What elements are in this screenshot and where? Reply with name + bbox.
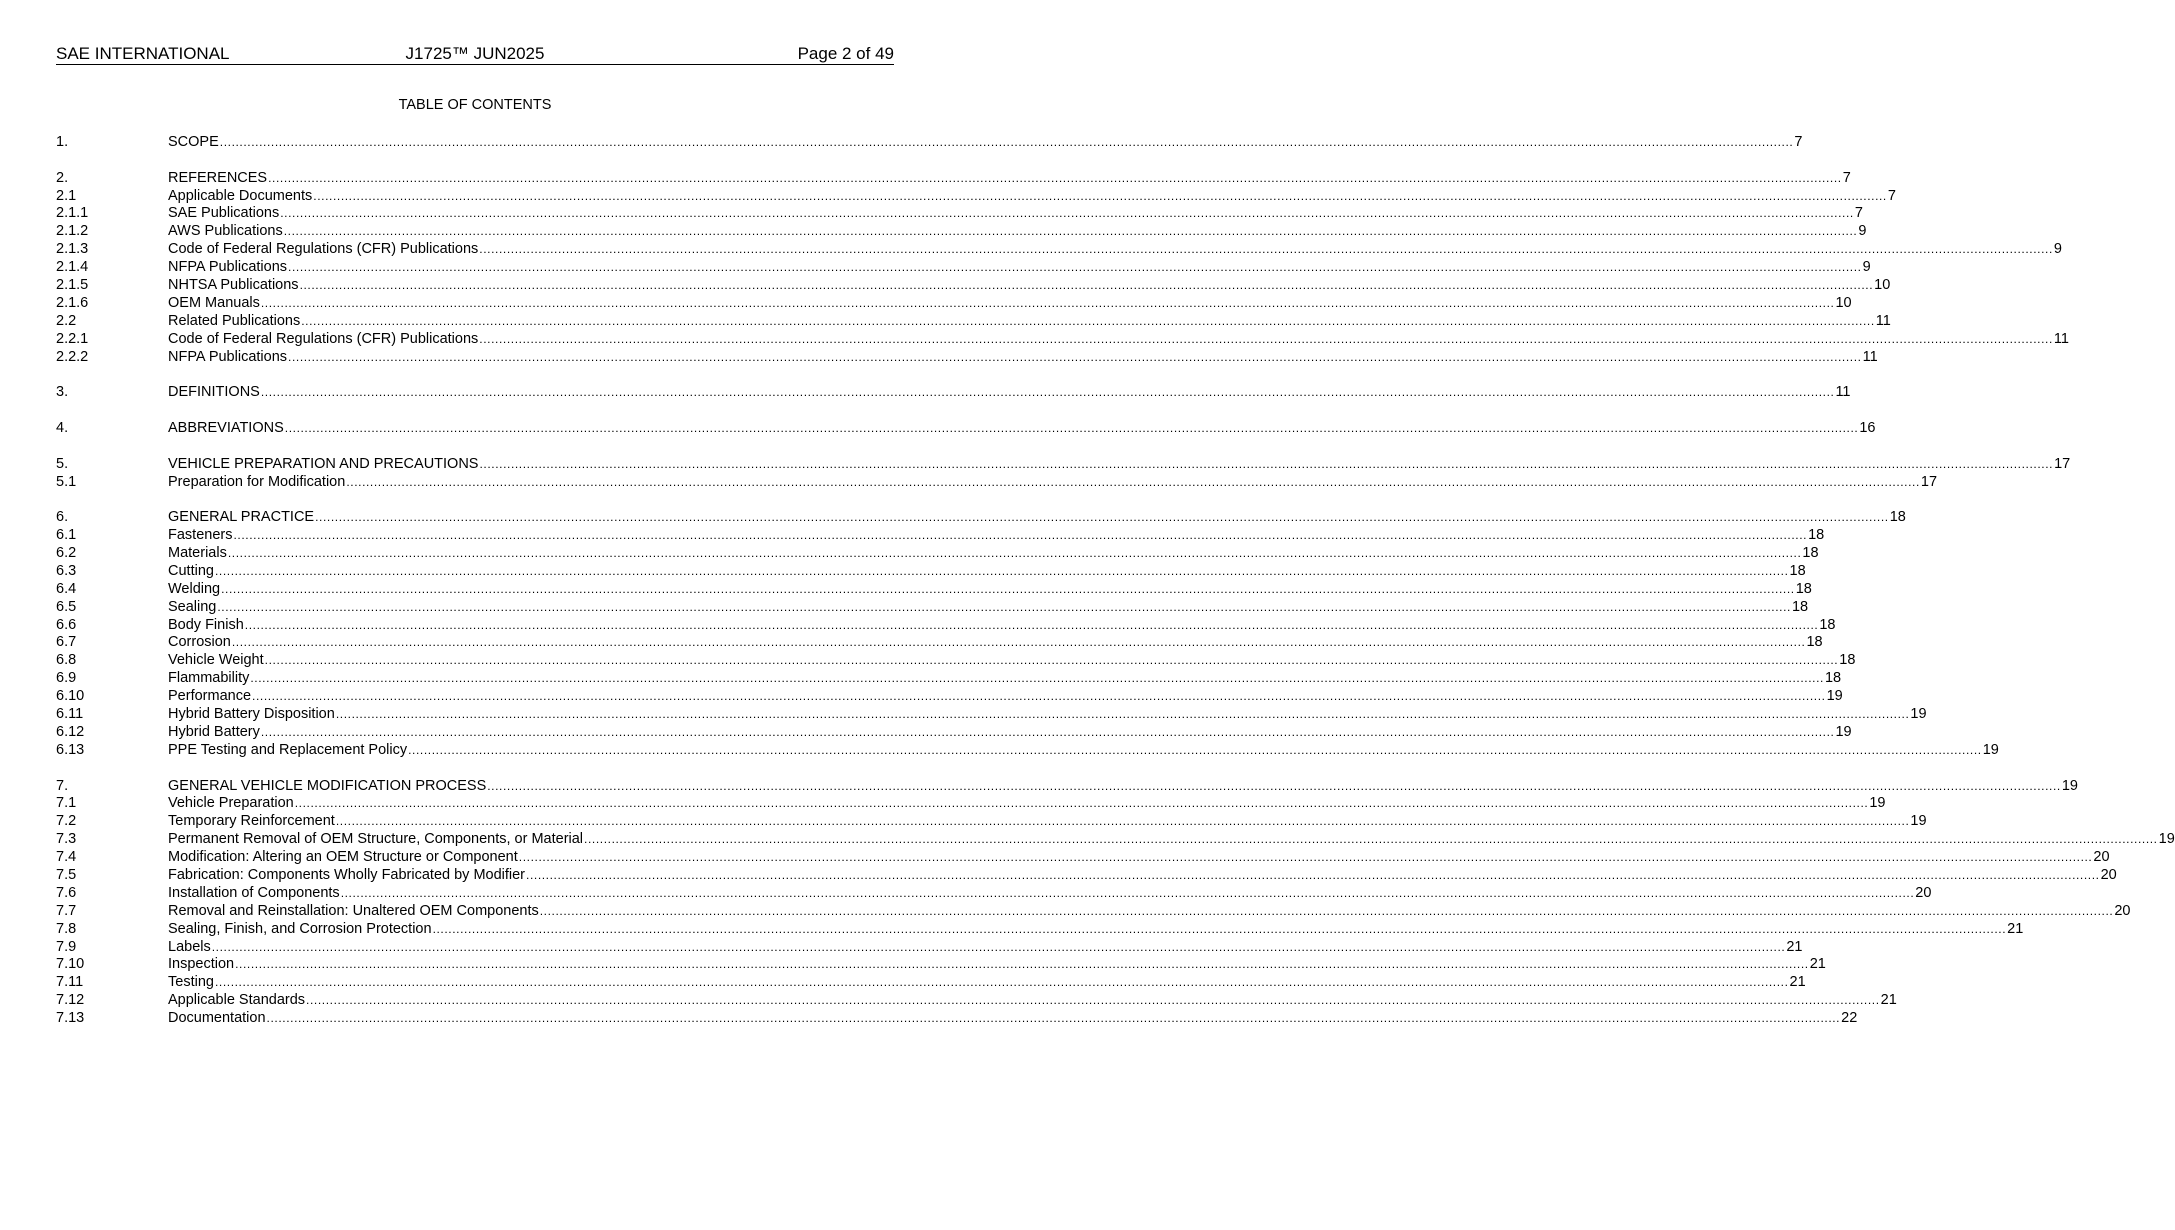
toc-dot-leader: ................................................................................................................................................................................................................................................................................................................................................................................................................ — [315, 510, 1889, 525]
toc-dot-leader: ................................................................................................................................................................................................................................................................................................................................................................................................................ — [280, 206, 1854, 221]
toc-entry-line — [168, 580, 1812, 599]
toc-entry-line — [168, 312, 1891, 331]
toc-entry-title: Temporary Reinforcement — [168, 813, 335, 830]
toc-entry-page: 18 — [1795, 580, 1812, 597]
toc-entry-title: Flammability — [168, 670, 250, 687]
toc-dot-leader: ................................................................................................................................................................................................................................................................................................................................................................................................................ — [526, 867, 2100, 882]
toc-entry-title: Installation of Components — [168, 884, 340, 901]
toc-entry-number: 7.1 — [56, 795, 77, 812]
toc-entry-number: 6.2 — [56, 545, 77, 562]
toc-dot-leader: ................................................................................................................................................................................................................................................................................................................................................................................................................ — [214, 563, 1789, 578]
toc-entry-title: Permanent Removal of OEM Structure, Components, or Material — [168, 831, 584, 848]
toc-entry-line — [168, 419, 1876, 438]
toc-entry-line — [168, 706, 1927, 724]
toc-entry[interactable] — [56, 259, 1871, 277]
toc-section — [56, 419, 1876, 438]
toc-entry-line — [168, 294, 1852, 313]
toc-entry[interactable] — [56, 527, 1825, 545]
toc-entry-line — [168, 831, 2175, 849]
header-page-number: Page 2 of 49 — [797, 44, 894, 63]
toc-dot-leader: ................................................................................................................................................................................................................................................................................................................................................................................................................ — [214, 975, 1789, 990]
toc-entry-line — [168, 455, 2071, 474]
toc-entry-line — [168, 849, 2110, 867]
toc-entry[interactable] — [56, 670, 1842, 688]
toc-entry-line — [168, 348, 1878, 367]
toc-entry[interactable] — [56, 777, 2078, 796]
toc-entry-title: Documentation — [168, 1010, 266, 1027]
toc-entry-line — [168, 169, 1851, 188]
toc-entry-title: Corrosion — [168, 634, 231, 651]
toc-entry-title: GENERAL PRACTICE — [168, 509, 315, 526]
toc-entry-number: 6. — [56, 509, 69, 526]
toc-entry-page: 22 — [1841, 1010, 1858, 1027]
toc-entry[interactable] — [56, 134, 1803, 152]
toc-entry-number: 2.1.3 — [56, 241, 89, 258]
toc-entry-page: 19 — [1826, 688, 1843, 705]
toc-entry-title: Code of Federal Regulations (CFR) Publications — [168, 241, 479, 258]
toc-entry-number: 2.2 — [56, 312, 77, 329]
toc-entry-title: Related Publications — [168, 312, 301, 329]
toc-entry[interactable] — [56, 706, 1927, 724]
toc-entry[interactable] — [56, 312, 1891, 331]
toc-entry-number: 6.3 — [56, 562, 77, 579]
header-organization: SAE INTERNATIONAL — [56, 44, 230, 63]
toc-entry-number: 7.9 — [56, 938, 77, 955]
toc-entry-page: 20 — [2114, 902, 2131, 919]
toc-entry-line — [168, 902, 2131, 921]
toc-dot-leader: ................................................................................................................................................................................................................................................................................................................................................................................................................ — [479, 242, 2053, 257]
header-document-id: J1725™ JUN2025 — [405, 44, 545, 63]
toc-entry-title: Vehicle Weight — [168, 652, 264, 669]
toc-entry[interactable] — [56, 616, 1836, 635]
toc-entry-number: 2.1.5 — [56, 277, 89, 294]
toc-entry-title: Testing — [168, 974, 214, 991]
toc-dot-leader: ................................................................................................................................................................................................................................................................................................................................................................................................................ — [306, 993, 1880, 1008]
toc-entry-number: 7.4 — [56, 849, 77, 866]
toc-entry-line — [168, 688, 1843, 706]
toc-entry-page: 18 — [1806, 634, 1823, 651]
toc-dot-leader: ................................................................................................................................................................................................................................................................................................................................................................................................................ — [268, 170, 1842, 185]
toc-entry-title: REFERENCES — [168, 169, 268, 186]
toc-entry-number: 6.9 — [56, 670, 77, 687]
toc-dot-leader: ................................................................................................................................................................................................................................................................................................................................................................................................................ — [518, 850, 2093, 865]
toc-entry-number: 2. — [56, 169, 69, 186]
toc-entry-line — [168, 473, 1938, 492]
toc-entry-page: 19 — [1910, 706, 1927, 723]
toc-entry[interactable] — [56, 580, 1812, 599]
toc-entry-number: 5.1 — [56, 473, 77, 490]
toc-entry-title: Preparation for Modification — [168, 473, 346, 490]
toc-entry-title: NHTSA Publications — [168, 277, 299, 294]
toc-entry-page: 11 — [1875, 312, 1891, 329]
toc-entry-number: 7.7 — [56, 902, 77, 919]
toc-entry-page: 21 — [1789, 974, 1806, 991]
toc-dot-leader: ................................................................................................................................................................................................................................................................................................................................................................................................................ — [250, 671, 1824, 686]
toc-entry-line — [168, 616, 1836, 635]
toc-entry-page: 21 — [1786, 938, 1803, 955]
toc-dot-leader: ................................................................................................................................................................................................................................................................................................................................................................................................................ — [233, 528, 1808, 543]
toc-entry-page: 20 — [2093, 849, 2110, 866]
toc-entry[interactable] — [56, 473, 1938, 492]
toc-entry-title: Fasteners — [168, 527, 233, 544]
toc-entry-page: 18 — [1789, 562, 1806, 579]
toc-entry-page: 18 — [1889, 509, 1906, 526]
toc-entry[interactable] — [56, 330, 2069, 349]
toc-dot-leader: ................................................................................................................................................................................................................................................................................................................................................................................................................ — [260, 385, 1835, 400]
toc-entry-number: 2.1 — [56, 187, 77, 204]
toc-entry-page: 19 — [2061, 777, 2078, 794]
toc-entry-line — [168, 974, 1806, 992]
toc-dot-leader: ................................................................................................................................................................................................................................................................................................................................................................................................................ — [340, 885, 1915, 900]
toc-entry-line — [168, 241, 2062, 259]
toc-entry[interactable] — [56, 992, 1897, 1010]
toc-entry-line — [168, 866, 2117, 885]
toc-entry-title: Removal and Reinstallation: Unaltered OEM Components — [168, 902, 539, 919]
toc-entry[interactable] — [56, 902, 2131, 921]
toc-entry-line — [168, 652, 1856, 670]
toc-entry-page: 21 — [2007, 920, 2024, 937]
toc-entry-number: 6.6 — [56, 616, 77, 633]
toc-entry-page: 17 — [1920, 473, 1938, 490]
toc-entry[interactable] — [56, 634, 1823, 652]
toc-entry-page: 20 — [1915, 884, 1932, 901]
toc-entry[interactable] — [56, 241, 2062, 259]
toc-entry-number: 7.8 — [56, 920, 77, 937]
toc-entry-page: 10 — [1835, 294, 1852, 311]
toc-entry-line — [168, 384, 1851, 402]
toc-entry-page: 19 — [2158, 831, 2175, 848]
toc-entry[interactable] — [56, 795, 1886, 813]
toc-entry-title: Materials — [168, 545, 227, 562]
toc-entry[interactable] — [56, 920, 2024, 939]
toc-entry[interactable] — [56, 384, 1851, 402]
toc-entry-line — [168, 223, 1867, 241]
toc-entry-page: 21 — [1880, 992, 1897, 1009]
toc-dot-leader: ................................................................................................................................................................................................................................................................................................................................................................................................................ — [301, 313, 1875, 328]
toc-entry-title: Code of Federal Regulations (CFR) Publications — [168, 330, 479, 347]
toc-entry-number: 6.8 — [56, 652, 77, 669]
toc-dot-leader: ................................................................................................................................................................................................................................................................................................................................................................................................................ — [227, 546, 1802, 561]
toc-entry[interactable] — [56, 813, 1927, 831]
toc-entry-title: Modification: Altering an OEM Structure or Component — [168, 849, 518, 866]
toc-entry-line — [168, 920, 2024, 939]
toc-dot-leader: ................................................................................................................................................................................................................................................................................................................................................................................................................ — [235, 957, 1809, 972]
toc-dot-leader: ................................................................................................................................................................................................................................................................................................................................................................................................................ — [219, 135, 1794, 149]
toc-entry-number: 6.1 — [56, 527, 77, 544]
toc-section — [56, 455, 2071, 492]
toc-entry-number: 7.13 — [56, 1010, 85, 1027]
toc-entry-number: 6.5 — [56, 598, 77, 615]
toc-dot-leader: ................................................................................................................................................................................................................................................................................................................................................................................................................ — [313, 188, 1887, 203]
toc-entry[interactable] — [56, 348, 1878, 367]
toc-entry-number: 2.1.2 — [56, 223, 89, 240]
toc-entry[interactable] — [56, 652, 1856, 670]
toc-entry-title: PPE Testing and Replacement Policy — [168, 741, 408, 758]
toc-entry-title: DEFINITIONS — [168, 384, 260, 401]
toc-entry-title: OEM Manuals — [168, 294, 260, 311]
toc-dot-leader: ................................................................................................................................................................................................................................................................................................................................................................................................................ — [335, 707, 1910, 722]
toc-entry[interactable] — [56, 741, 1999, 760]
toc-entry-title: SAE Publications — [168, 205, 280, 222]
toc-entry-number: 7.5 — [56, 866, 77, 883]
toc-entry-number: 7.2 — [56, 813, 77, 830]
toc-entry-number: 4. — [56, 419, 69, 436]
toc-entry-line — [168, 634, 1823, 652]
toc-entry-page: 18 — [1802, 545, 1819, 562]
toc-section — [56, 509, 1999, 759]
toc-dot-leader: ................................................................................................................................................................................................................................................................................................................................................................................................................ — [284, 420, 1859, 435]
toc-entry-line — [168, 598, 1809, 617]
toc-entry-title: Hybrid Battery — [168, 723, 260, 740]
toc-entry[interactable] — [56, 509, 1906, 527]
toc-entry-number: 6.7 — [56, 634, 77, 651]
toc-entry[interactable] — [56, 866, 2117, 885]
toc-entry-page: 9 — [2053, 241, 2062, 258]
toc-entry[interactable] — [56, 849, 2110, 867]
toc-entry-page: 18 — [1824, 670, 1842, 687]
toc-entry-title: Hybrid Battery Disposition — [168, 706, 335, 723]
toc-entry-title: Welding — [168, 580, 221, 597]
toc-entry-number: 7. — [56, 777, 69, 794]
toc-entry-number: 7.10 — [56, 956, 85, 973]
toc-entry-title: Applicable Standards — [168, 992, 306, 1009]
toc-dot-leader: ................................................................................................................................................................................................................................................................................................................................................................................................................ — [299, 278, 1874, 293]
toc-entry-title: Sealing — [168, 598, 217, 615]
toc-entry-line — [168, 1010, 1858, 1028]
table-of-contents — [56, 134, 2175, 1046]
toc-entry-line — [168, 741, 1999, 760]
toc-entry-line — [168, 134, 1803, 152]
toc-entry-page: 9 — [1858, 223, 1867, 240]
toc-dot-leader: ................................................................................................................................................................................................................................................................................................................................................................................................................ — [288, 260, 1862, 275]
toc-entry[interactable] — [56, 277, 1891, 295]
toc-dot-leader: ................................................................................................................................................................................................................................................................................................................................................................................................................ — [335, 814, 1910, 829]
toc-dot-leader: ................................................................................................................................................................................................................................................................................................................................................................................................................ — [252, 689, 1826, 704]
toc-dot-leader: ................................................................................................................................................................................................................................................................................................................................................................................................................ — [266, 1011, 1841, 1026]
toc-entry-line — [168, 670, 1842, 688]
toc-entry-number: 2.2.1 — [56, 330, 89, 347]
toc-entry-line — [168, 956, 1826, 974]
toc-entry[interactable] — [56, 187, 1896, 206]
toc-dot-leader: ................................................................................................................................................................................................................................................................................................................................................................................................................ — [283, 224, 1858, 239]
toc-section — [56, 169, 2069, 367]
toc-entry[interactable] — [56, 562, 1806, 581]
toc-entry-page: 18 — [1819, 616, 1836, 633]
toc-entry-page: 18 — [1839, 652, 1856, 669]
toc-dot-leader: ................................................................................................................................................................................................................................................................................................................................................................................................................ — [231, 635, 1806, 650]
toc-entry[interactable] — [56, 688, 1843, 706]
toc-entry-number: 6.4 — [56, 580, 77, 597]
toc-entry-title: Body Finish — [168, 616, 244, 633]
toc-entry-number: 5. — [56, 455, 69, 472]
page-header — [56, 44, 894, 65]
toc-title: TABLE OF CONTENTS — [398, 97, 552, 113]
toc-dot-leader: ................................................................................................................................................................................................................................................................................................................................................................................................................ — [260, 295, 1835, 310]
toc-entry-number: 2.1.6 — [56, 294, 89, 311]
toc-entry-number: 7.11 — [56, 974, 84, 991]
toc-entry-number: 6.12 — [56, 723, 85, 740]
toc-entry-line — [168, 938, 1803, 957]
toc-entry[interactable] — [56, 294, 1852, 313]
toc-entry[interactable] — [56, 598, 1809, 617]
toc-entry-number: 6.10 — [56, 688, 85, 705]
toc-dot-leader: ................................................................................................................................................................................................................................................................................................................................................................................................................ — [244, 617, 1819, 632]
toc-entry-line — [168, 795, 1886, 813]
toc-entry-page: 18 — [1791, 598, 1809, 615]
toc-entry-line — [168, 509, 1906, 527]
toc-entry[interactable] — [56, 884, 1932, 903]
toc-entry-page: 19 — [1910, 813, 1927, 830]
toc-entry[interactable] — [56, 974, 1806, 992]
toc-entry[interactable] — [56, 831, 2175, 849]
toc-entry-page: 7 — [1854, 205, 1863, 222]
toc-entry-number: 2.1.1 — [56, 205, 89, 222]
toc-entry[interactable] — [56, 545, 1819, 563]
toc-entry-title: ABBREVIATIONS — [168, 419, 284, 436]
toc-entry-line — [168, 813, 1927, 831]
toc-dot-leader: ................................................................................................................................................................................................................................................................................................................................................................................................................ — [260, 724, 1835, 739]
toc-entry-line — [168, 527, 1825, 545]
toc-section — [56, 134, 1803, 152]
toc-entry[interactable] — [56, 723, 1852, 742]
toc-dot-leader: ................................................................................................................................................................................................................................................................................................................................................................................................................ — [217, 599, 1791, 614]
toc-entry-number: 7.3 — [56, 831, 77, 848]
toc-entry-page: 20 — [2100, 866, 2117, 883]
toc-dot-leader: ................................................................................................................................................................................................................................................................................................................................................................................................................ — [264, 653, 1839, 668]
toc-entry[interactable] — [56, 169, 1851, 188]
toc-entry-line — [168, 545, 1819, 563]
toc-entry-title: SCOPE — [168, 134, 219, 150]
toc-entry-number: 2.1.4 — [56, 259, 89, 276]
toc-entry-page: 18 — [1808, 527, 1825, 544]
toc-dot-leader: ................................................................................................................................................................................................................................................................................................................................................................................................................ — [211, 939, 1786, 954]
toc-entry-page: 7 — [1794, 134, 1803, 150]
toc-entry[interactable] — [56, 205, 1863, 223]
toc-entry-title: Sealing, Finish, and Corrosion Protection — [168, 920, 432, 937]
toc-entry-line — [168, 205, 1863, 223]
toc-entry-number: 1. — [56, 134, 69, 150]
toc-dot-leader: ................................................................................................................................................................................................................................................................................................................................................................................................................ — [288, 349, 1862, 364]
toc-entry-page: 16 — [1859, 419, 1876, 436]
toc-entry-page: 17 — [2054, 455, 2071, 472]
toc-entry-page: 11 — [1835, 384, 1851, 401]
toc-entry[interactable] — [56, 455, 2071, 474]
toc-entry-line — [168, 777, 2078, 796]
toc-entry[interactable] — [56, 938, 1803, 957]
toc-entry-number: 2.2.2 — [56, 348, 89, 365]
toc-dot-leader: ................................................................................................................................................................................................................................................................................................................................................................................................................ — [432, 921, 2007, 936]
toc-entry[interactable] — [56, 419, 1876, 438]
toc-dot-leader: ................................................................................................................................................................................................................................................................................................................................................................................................................ — [479, 456, 2054, 471]
toc-entry-title: Applicable Documents — [168, 187, 313, 204]
toc-entry-number: 6.13 — [56, 741, 85, 758]
toc-entry-number: 3. — [56, 384, 69, 401]
toc-entry-line — [168, 562, 1806, 581]
toc-entry-title: Labels — [168, 938, 211, 955]
toc-dot-leader: ................................................................................................................................................................................................................................................................................................................................................................................................................ — [539, 903, 2114, 918]
toc-entry-title: Vehicle Preparation — [168, 795, 294, 812]
toc-entry-page: 10 — [1874, 277, 1891, 294]
toc-entry-number: 6.11 — [56, 706, 84, 723]
toc-entry-page: 19 — [1869, 795, 1886, 812]
toc-entry-title: NFPA Publications — [168, 259, 288, 276]
toc-dot-leader: ................................................................................................................................................................................................................................................................................................................................................................................................................ — [584, 832, 2158, 847]
toc-dot-leader: ................................................................................................................................................................................................................................................................................................................................................................................................................ — [221, 581, 1795, 596]
toc-entry-line — [168, 992, 1897, 1010]
toc-dot-leader: ................................................................................................................................................................................................................................................................................................................................................................................................................ — [346, 474, 1920, 489]
toc-entry-number: 7.6 — [56, 884, 77, 901]
toc-entry[interactable] — [56, 956, 1826, 974]
toc-entry-line — [168, 187, 1896, 206]
toc-entry-title: GENERAL VEHICLE MODIFICATION PROCESS — [168, 777, 487, 794]
toc-dot-leader: ................................................................................................................................................................................................................................................................................................................................................................................................................ — [479, 331, 2053, 346]
toc-entry-title: VEHICLE PREPARATION AND PRECAUTIONS — [168, 455, 479, 472]
toc-entry-line — [168, 723, 1852, 742]
toc-dot-leader: ................................................................................................................................................................................................................................................................................................................................................................................................................ — [294, 796, 1869, 811]
toc-entry-page: 7 — [1887, 187, 1896, 204]
toc-entry-line — [168, 884, 1932, 903]
toc-entry-title: NFPA Publications — [168, 348, 288, 365]
toc-dot-leader: ................................................................................................................................................................................................................................................................................................................................................................................................................ — [408, 742, 1982, 757]
toc-entry-page: 7 — [1842, 169, 1851, 186]
toc-entry-page: 11 — [2053, 330, 2069, 347]
toc-entry-line — [168, 259, 1871, 277]
toc-dot-leader: ................................................................................................................................................................................................................................................................................................................................................................................................................ — [487, 778, 2061, 793]
toc-entry-title: Cutting — [168, 562, 214, 579]
toc-entry-title: AWS Publications — [168, 223, 283, 240]
toc-entry-page: 19 — [1835, 723, 1852, 740]
toc-entry-line — [168, 330, 2069, 349]
toc-entry-page: 19 — [1982, 741, 1999, 758]
toc-entry-number: 7.12 — [56, 992, 85, 1009]
toc-entry[interactable] — [56, 223, 1867, 241]
toc-entry-title: Fabrication: Components Wholly Fabricated by Modifier — [168, 866, 526, 883]
toc-section — [56, 777, 2175, 1028]
toc-entry-line — [168, 277, 1891, 295]
toc-entry[interactable] — [56, 1010, 1858, 1028]
toc-entry-page: 9 — [1862, 259, 1871, 276]
toc-entry-title: Inspection — [168, 956, 235, 973]
toc-section — [56, 384, 1851, 402]
toc-entry-page: 11 — [1862, 348, 1878, 365]
toc-entry-page: 21 — [1809, 956, 1826, 973]
toc-entry-title: Performance — [168, 688, 252, 705]
